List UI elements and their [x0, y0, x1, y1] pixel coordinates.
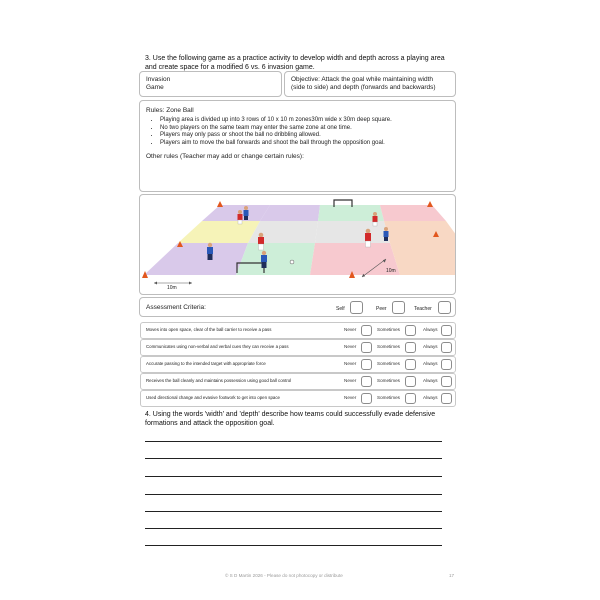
objective-line-2: (side to side) and depth (forwards and backwards) [291, 84, 436, 91]
always-checkbox[interactable] [441, 342, 452, 353]
zone-far-2 [260, 205, 320, 221]
rules-box [139, 100, 456, 192]
sometimes-label: Sometimes [377, 395, 400, 400]
never-label: Never [344, 327, 357, 332]
sometimes-checkbox[interactable] [405, 376, 416, 387]
objective-box [284, 71, 456, 97]
player-red [365, 229, 371, 247]
zone-far-4 [380, 205, 446, 221]
zone-mid-4 [384, 221, 456, 243]
assessment-title: Assessment Criteria: [146, 304, 206, 311]
game-type-line-1: Invasion [146, 76, 171, 83]
criteria-row [140, 390, 456, 407]
criteria-text: Receives the ball cleanly and maintains possession using good ball control [146, 378, 292, 383]
answer-line[interactable] [145, 545, 442, 546]
answer-line[interactable] [145, 458, 442, 459]
never-checkbox[interactable] [361, 376, 372, 387]
zone-mid-3 [315, 221, 390, 243]
player-blue [244, 206, 249, 220]
measure-label-bottom: 10m [167, 285, 177, 291]
zone-near-1 [144, 243, 248, 275]
peer-checkbox[interactable] [392, 301, 405, 314]
zone-near-4 [390, 243, 456, 275]
criteria-text: Communicates using non-verbal and verbal cues they can receive a pass [146, 344, 289, 349]
never-checkbox[interactable] [361, 342, 372, 353]
always-checkbox[interactable] [441, 376, 452, 387]
never-checkbox[interactable] [361, 393, 372, 404]
always-checkbox[interactable] [441, 325, 452, 336]
player-red [258, 233, 264, 250]
peer-label: Peer [376, 306, 387, 312]
sometimes-checkbox[interactable] [405, 359, 416, 370]
rules-list [146, 117, 446, 147]
answer-line[interactable] [145, 528, 442, 529]
criteria-row [140, 322, 456, 339]
criteria-row [140, 356, 456, 373]
never-label: Never [344, 344, 357, 349]
copyright-footer: © S D Martin 2026 - Please do not photocopy or distribute [225, 573, 343, 578]
teacher-checkbox[interactable] [438, 301, 451, 314]
teacher-label: Teacher [414, 306, 432, 312]
answer-line[interactable] [145, 476, 442, 477]
zone-near-2 [236, 243, 315, 275]
rules-title: Rules: Zone Ball [146, 107, 194, 114]
question-3-line-2: and create space for a modified 6 vs. 6 invasion game. [145, 64, 315, 71]
zone-mid-1 [178, 221, 260, 243]
zone-ball-diagram [139, 194, 456, 295]
criteria-text: Used directional change and evasive footwork to get into open space [146, 395, 281, 400]
rule-item: • Players may only pass or shoot the ball no dribbling allowed. [160, 132, 446, 140]
zone-far-1 [202, 205, 270, 221]
criteria-text: Accurate passing to the intended target with appropriate force [146, 361, 266, 366]
player-blue [384, 227, 389, 241]
always-label: Always [423, 395, 438, 400]
sometimes-checkbox[interactable] [405, 393, 416, 404]
never-label: Never [344, 395, 357, 400]
never-checkbox[interactable] [361, 325, 372, 336]
answer-line[interactable] [145, 441, 442, 442]
answer-line[interactable] [145, 511, 442, 512]
always-label: Always [423, 344, 438, 349]
other-rules-label: Other rules (Teacher may add or change certain rules): [146, 153, 304, 161]
cone [427, 201, 433, 207]
question-3-heading [145, 54, 465, 72]
question-4-line-2: formations and attack the opposition goal. [145, 420, 275, 427]
question-4-heading [145, 410, 465, 428]
sometimes-checkbox[interactable] [405, 342, 416, 353]
sometimes-checkbox[interactable] [405, 325, 416, 336]
player-red [373, 212, 378, 226]
game-type-line-2: Game [146, 84, 164, 91]
question-4-line-1: 4. Using the words 'width' and 'depth' describe how teams could successfully evade defensive [145, 411, 436, 418]
sometimes-label: Sometimes [377, 378, 400, 383]
cone [217, 201, 223, 207]
player-red [238, 210, 243, 224]
objective-line-1: Objective: Attack the goal while maintaining width [291, 76, 433, 83]
always-label: Always [423, 361, 438, 366]
never-label: Never [344, 378, 357, 383]
sometimes-label: Sometimes [377, 361, 400, 366]
self-checkbox[interactable] [350, 301, 363, 314]
criteria-row [140, 373, 456, 390]
always-checkbox[interactable] [441, 359, 452, 370]
always-checkbox[interactable] [441, 393, 452, 404]
rule-item: • Playing area is divided up into 3 rows of 10 x 10 m zones30m wide x 30m deep square. [160, 117, 446, 125]
rule-item: • No two players on the same team may enter the same zone at one time. [160, 125, 446, 133]
sometimes-label: Sometimes [377, 327, 400, 332]
page-number: 17 [449, 573, 455, 578]
criteria-text: Moves into open space, clear of the ball carrier to receive a pass [146, 327, 272, 332]
self-label: Self [336, 306, 345, 312]
never-label: Never [344, 361, 357, 366]
never-checkbox[interactable] [361, 359, 372, 370]
game-type-box [139, 71, 282, 97]
ball [290, 260, 294, 264]
criteria-row [140, 339, 456, 356]
sometimes-label: Sometimes [377, 344, 400, 349]
rule-item: • Players aim to move the ball forwards and shoot the ball through the opposition goal. [160, 140, 446, 148]
always-label: Always [423, 378, 438, 383]
pitch-illustration [140, 195, 456, 295]
question-3-line-1: 3. Use the following game as a practice activity to develop width and depth across a playing area [145, 55, 445, 62]
always-label: Always [423, 327, 438, 332]
player-blue [207, 243, 213, 260]
measure-label-side: 10m [386, 268, 396, 274]
assessment-header [139, 297, 456, 317]
player-blue [261, 251, 267, 268]
answer-line[interactable] [145, 494, 442, 495]
